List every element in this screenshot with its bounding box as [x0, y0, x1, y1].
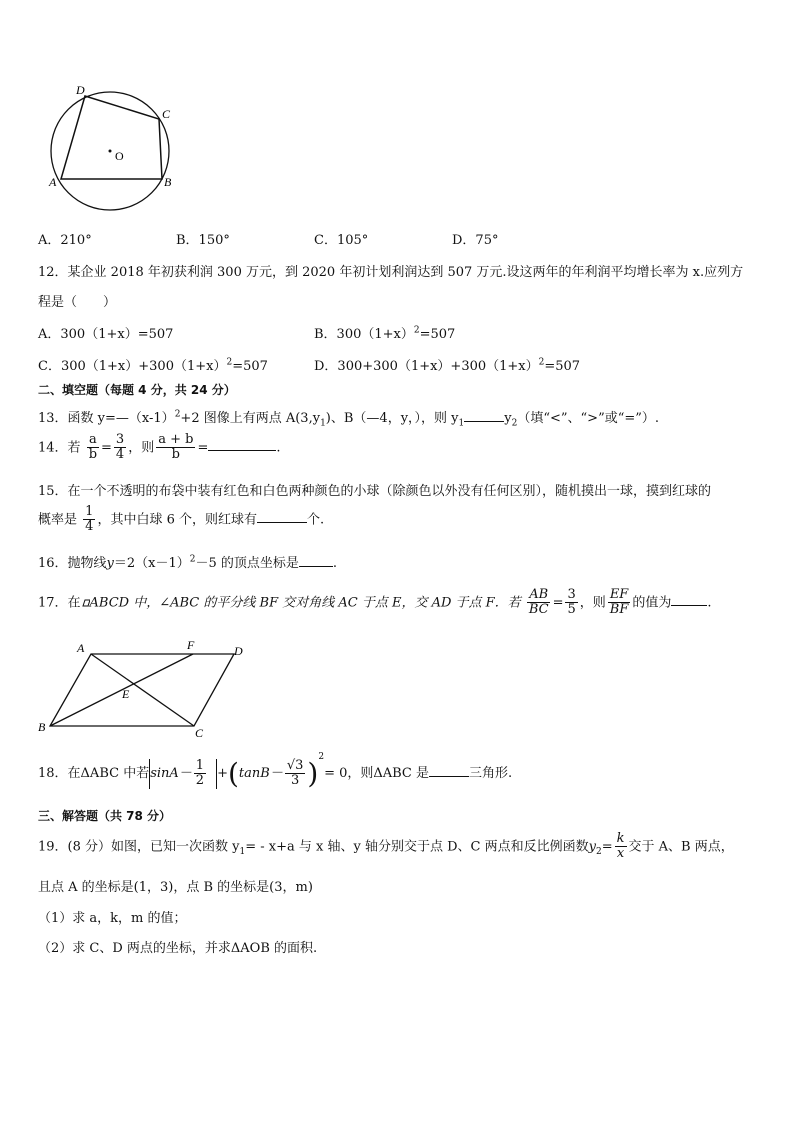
label-a: A [49, 175, 57, 189]
q13-sub3: 2 [511, 418, 518, 429]
q11-option-c: C．105° [314, 233, 369, 248]
q19-sub1: 1 [239, 846, 246, 857]
q13-sub1: 1 [320, 418, 326, 429]
q17-f3-num: EF [609, 587, 629, 602]
q17-p1: 17．在 [38, 595, 81, 611]
q12-stem-line1: 12．某企业 2018 年初获利润 300 万元，到 2020 年初计划利润达到 507 万元.设这两年的年利润平均增长率为 x.应列方 [38, 265, 744, 280]
q13-p4: y [504, 411, 512, 426]
q12-d-suffix: =507 [544, 359, 581, 374]
q17-p4: 的值为 [632, 595, 672, 611]
q18-tan: tanB－ [238, 766, 283, 781]
q18-p1: 18．在ΔABC 中若 [38, 766, 150, 781]
q17-end: . [707, 595, 712, 611]
q18-frac-sqrt3-3 [285, 759, 306, 789]
center-point [109, 150, 112, 153]
label-d: D [76, 83, 85, 97]
q17-f2-num: 3 [567, 587, 576, 602]
label-b: B [164, 175, 172, 189]
q19-f-num: k [616, 831, 625, 846]
q12-option-b [314, 323, 455, 342]
q12-c-sup: 2 [226, 357, 233, 368]
q16-sup: 2 [189, 554, 196, 565]
q14-f2-den: 4 [115, 447, 125, 463]
q15-p2: ，其中白球 6 个，则红球有 [97, 512, 257, 528]
q18-sup: 2 [318, 752, 325, 762]
q18-sin: sinA－ [150, 766, 192, 781]
label-f: F [187, 638, 195, 652]
q14-frac-a-b [87, 433, 99, 463]
q17 [38, 588, 712, 618]
q16-end: . [332, 556, 338, 571]
q17-f1-num: AB [529, 587, 549, 602]
q14-p1: 14．若 [38, 440, 81, 456]
q14-frac-apb-b [156, 433, 195, 463]
q12-c-suffix: =507 [232, 359, 268, 374]
q18 [38, 752, 512, 789]
label-c: C [162, 107, 171, 121]
q15-frac [83, 505, 95, 535]
q13-p2: +2 图像上有两点 A(3,y [180, 411, 321, 426]
q16-p1: 16．抛物线 [38, 556, 107, 571]
q18-p2: = 0，则ΔABC 是 [324, 766, 430, 781]
q12-d-text: D．300+300（1+x）+300（1+x） [314, 359, 539, 374]
q14-f3-den: b [171, 447, 180, 463]
q17-eq: = [552, 595, 564, 611]
q19-p2: = - x+a 与 x 轴、y 轴分别交于点 D、C 两点和反比例函数 [245, 839, 589, 855]
q13-p5: （填“<”、“>”或“=”）. [517, 411, 660, 426]
q11-option-a: A．210° [38, 233, 92, 248]
q17-f2-den: 5 [567, 602, 576, 618]
label-b: B [38, 720, 46, 734]
q14-f1-den: b [88, 447, 98, 463]
q14-blank[interactable] [208, 438, 276, 451]
parallelogram-figure [34, 638, 254, 742]
q19-eq: = [601, 839, 613, 855]
q17-p3: ，则 [579, 595, 606, 611]
parallelogram-symbol-icon [81, 599, 90, 607]
q12-b-sup: 2 [413, 325, 420, 336]
section3-heading: 三、解答题（共 78 分） [38, 809, 172, 823]
q16 [38, 552, 337, 571]
q17-frac-ef-bf [608, 588, 631, 618]
label-e: E [122, 687, 130, 701]
q19-sub2: 2 [595, 846, 602, 857]
q11-option-b: B．150° [176, 233, 230, 248]
q12-stem-line2: 程是（ ） [38, 295, 117, 310]
q19-p1: 19．(8 分）如图，已知一次函数 y [38, 839, 240, 855]
q18-frac-1-2 [194, 759, 206, 789]
q12-option-a: A．300（1+x）=507 [38, 327, 174, 342]
paren-open: ( [227, 756, 239, 790]
q11-option-d: D．75° [452, 233, 499, 248]
q14-end: . [276, 440, 281, 456]
q13-sub2: 1 [458, 418, 465, 429]
q15-f-num: 1 [85, 504, 94, 519]
label-d: D [234, 644, 243, 658]
q17-p2: ABCD 中，∠ABC 的平分线 BF 交对角线 AC 于点 E，交 AD 于点 F．若 [89, 595, 521, 611]
q15-p3: 个. [306, 512, 325, 528]
q14-f2-num: 3 [115, 432, 125, 447]
q18-f2-den: 3 [290, 773, 300, 788]
q12-b-text: B．300（1+x） [314, 327, 414, 342]
quadrilateral-abcd [61, 96, 162, 179]
q19-y2: y [588, 839, 596, 855]
q12-option-d [314, 355, 580, 374]
q19-part2: （2）求 C、D 两点的坐标，并求ΔAOB 的面积. [38, 941, 318, 956]
q13-sup: 2 [174, 409, 181, 420]
q15-f-den: 4 [85, 519, 94, 535]
q19-line1 [38, 832, 734, 862]
q17-f3-den: BF [609, 602, 629, 618]
q18-p3: 三角形. [469, 766, 513, 781]
q19-part1: （1）求 a，k，m 的值； [38, 911, 187, 926]
q12-c-text: C．300（1+x）+300（1+x） [38, 359, 227, 374]
q15-line1: 15．在一个不透明的布袋中装有红色和白色两种颜色的小球（除颜色以外没有任何区别），随机摸出一球，摸到红球的 [38, 484, 712, 499]
q17-frac-ab-bc [527, 588, 551, 618]
q13-blank[interactable] [464, 409, 504, 422]
q14 [38, 433, 281, 463]
q19-line2: 且点 A 的坐标是(1，3)，点 B 的坐标是(3，m) [38, 880, 313, 895]
q18-f1-den: 2 [195, 773, 205, 788]
q17-f1-den: BC [528, 602, 549, 618]
q14-p3: = [197, 440, 209, 456]
q13-p3: )、B（—4，y，），则 y [325, 411, 459, 426]
q14-f1-num: a [88, 432, 97, 447]
q18-plus: + [217, 766, 228, 781]
q17-frac-3-5 [565, 588, 577, 618]
q16-blank[interactable] [299, 554, 333, 567]
diagonal-ac [91, 654, 194, 726]
q17-blank[interactable] [671, 593, 707, 606]
section2-heading: 二、填空题（每题 4 分，共 24 分） [38, 383, 236, 397]
q15-line2 [38, 505, 324, 535]
q14-p2: ，则 [128, 440, 155, 456]
q19-frac-k-x [615, 832, 627, 862]
q18-f2-num: √3 [286, 757, 304, 773]
q19-f-den: x [616, 846, 625, 862]
label-a: A [77, 641, 85, 655]
q14-eq: = [101, 440, 112, 456]
paren-close: ) [307, 756, 319, 790]
q13-p1: 13．函数 y=—（x-1） [38, 411, 175, 426]
inscribed-quadrilateral-figure [38, 78, 198, 218]
q12-b-suffix: =507 [419, 327, 456, 342]
q15-blank[interactable] [257, 510, 307, 523]
q19-p3: 交于 A、B 两点， [628, 839, 734, 855]
q14-f3-num: a + b [158, 432, 194, 447]
q18-blank[interactable] [429, 764, 469, 777]
q18-f1-num: 1 [195, 757, 205, 773]
q13 [38, 407, 659, 429]
q12-d-sup: 2 [538, 357, 545, 368]
q16-var: y [106, 556, 114, 571]
q16-p2: ＝2（x－1） [113, 556, 190, 571]
label-o: O [115, 149, 124, 163]
label-c: C [195, 726, 204, 740]
q12-option-c [38, 355, 268, 374]
q14-frac-3-4 [114, 433, 126, 463]
q15-p1: 概率是 [38, 512, 78, 528]
q16-p3: －5 的顶点坐标是 [195, 556, 299, 571]
